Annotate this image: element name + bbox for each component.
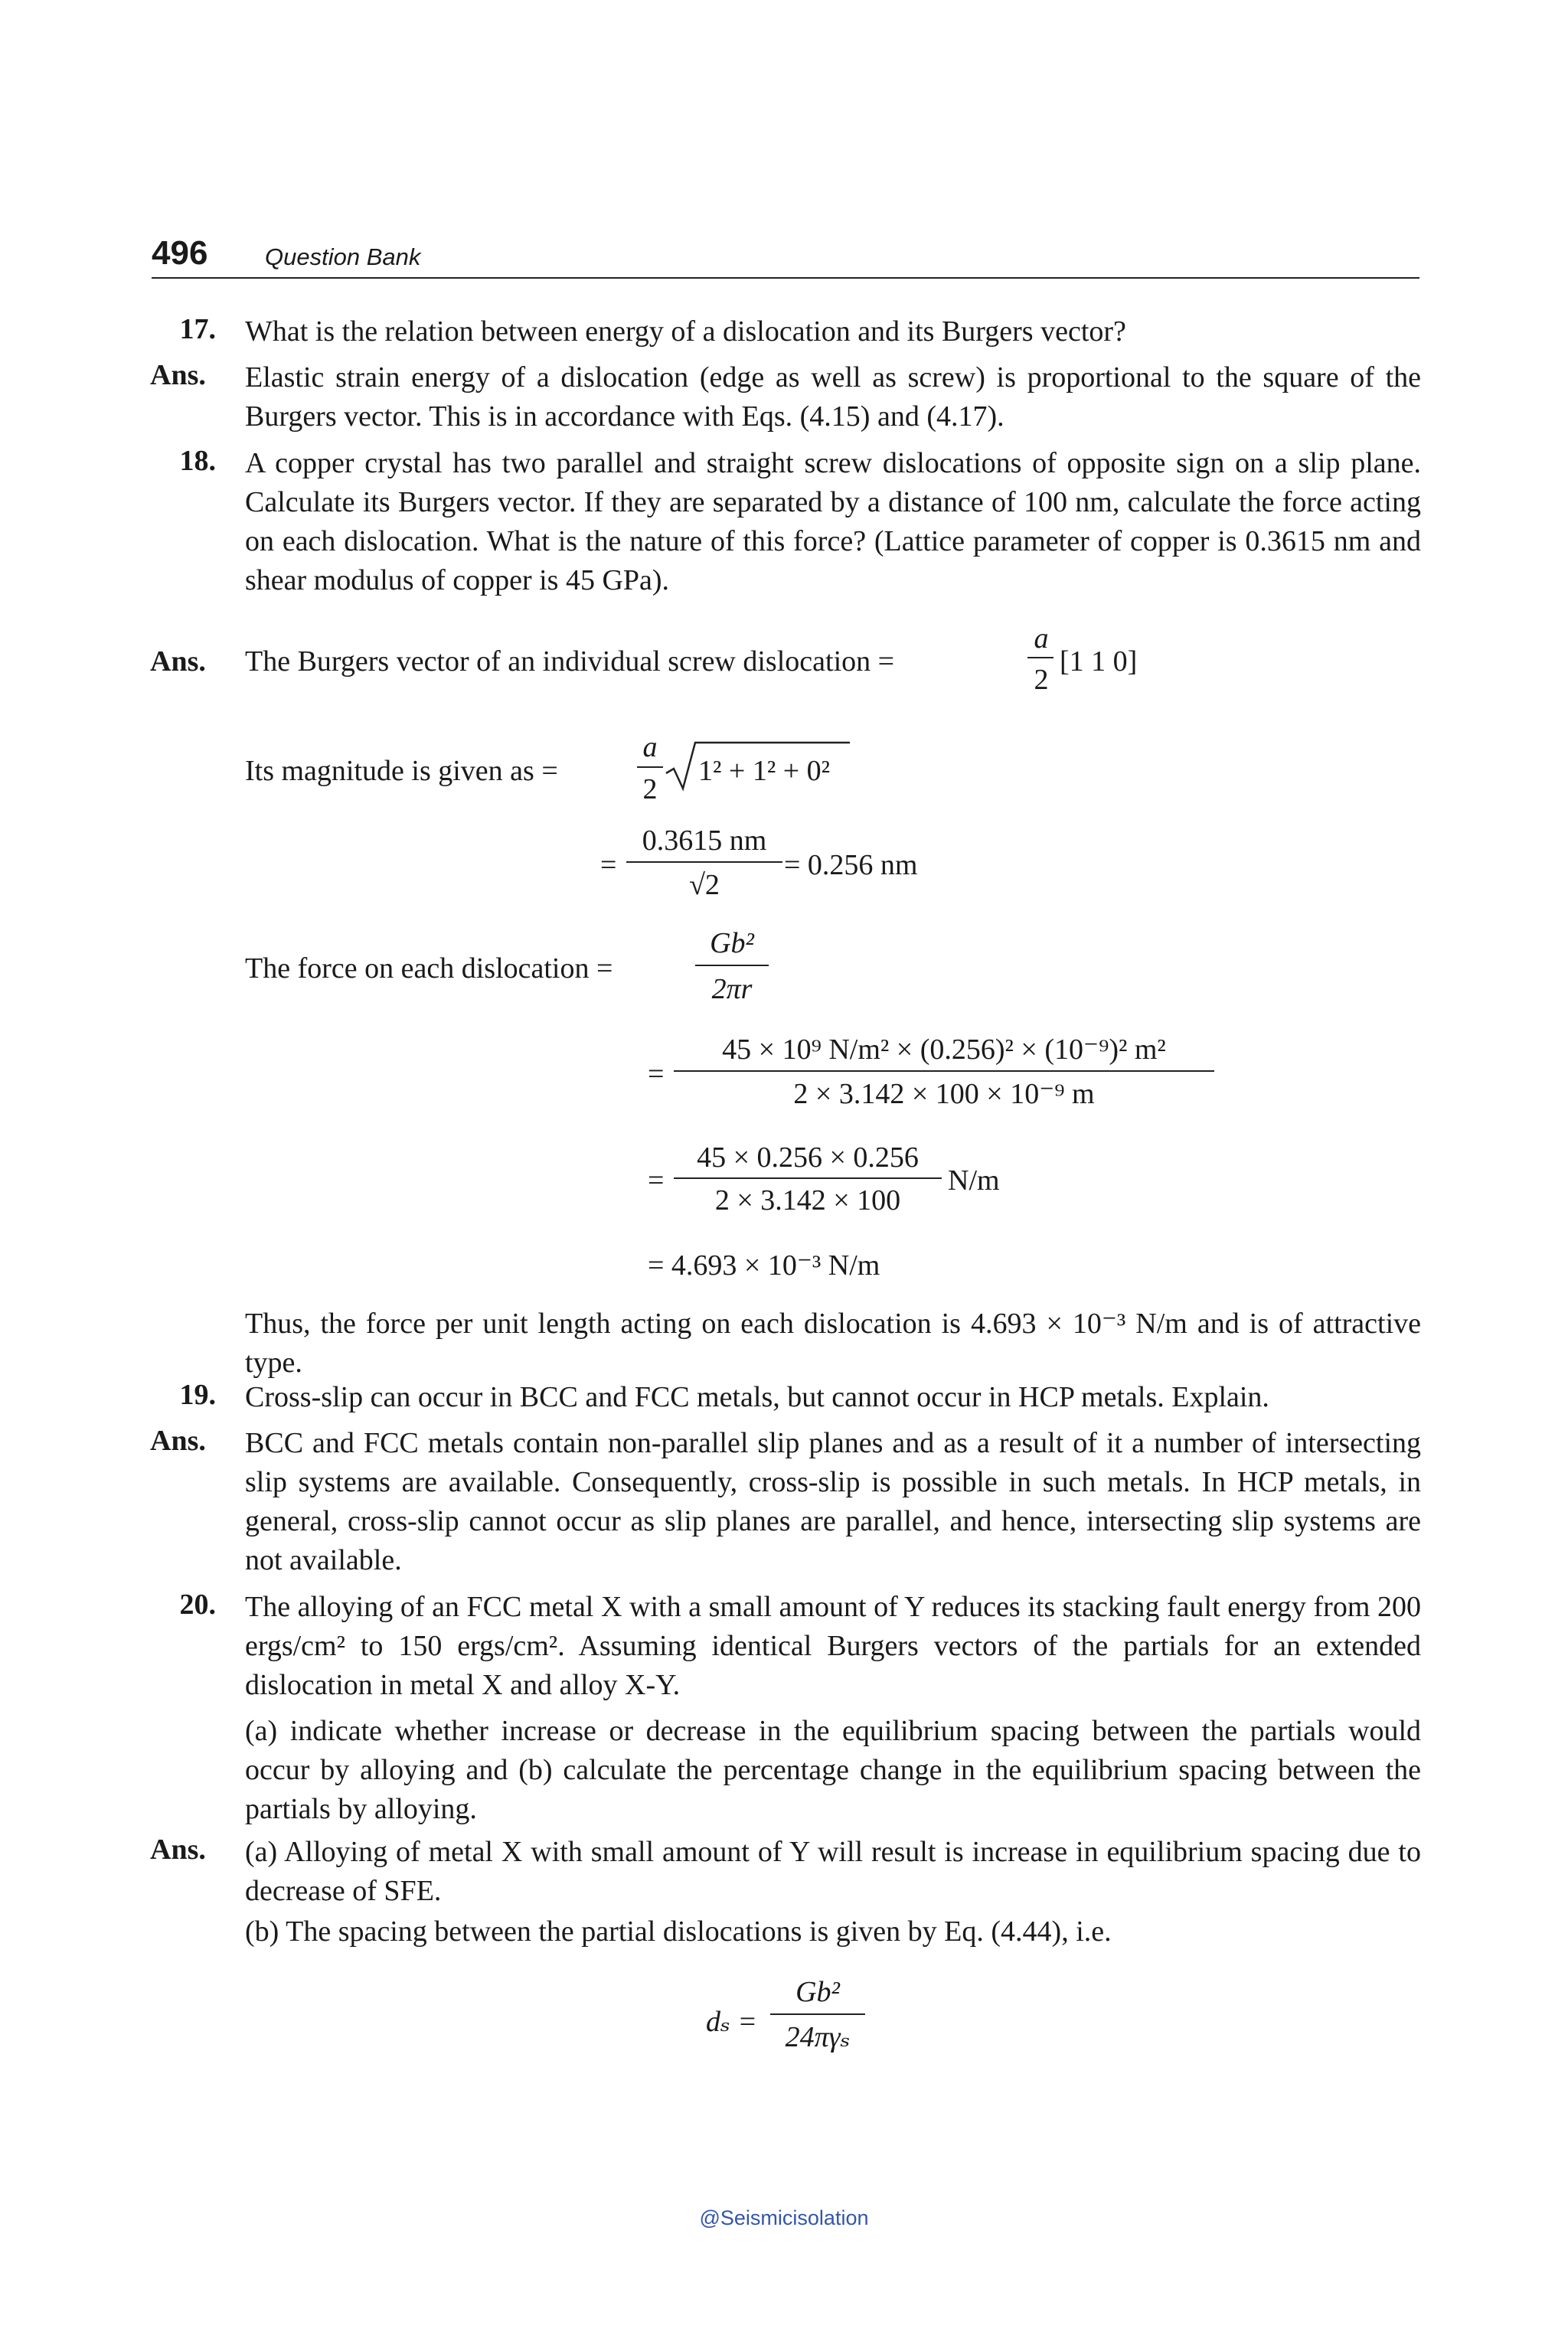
question-17-number: 17. [179, 313, 216, 345]
eq5-fraction-bar [674, 1070, 1214, 1072]
answer-18-conclusion: Thus, the force per unit length acting on each dislocation is 4.693 × 10⁻³ N/m and is of attractive type. [245, 1308, 1421, 1379]
eq1-denominator: 2 [1034, 664, 1049, 696]
eq-final-denominator: 24πγₛ [785, 2021, 851, 2053]
eq3-result: = 0.256 nm [784, 849, 918, 881]
eq4-text: The force on each dislocation = [245, 952, 613, 985]
eq-final-fraction-bar [770, 2013, 865, 2015]
page-number: 496 [152, 234, 208, 272]
eq7-result: = 4.693 × 10⁻³ N/m [648, 1249, 880, 1282]
eq6-denominator: 2 × 3.142 × 100 [714, 1184, 901, 1216]
answer-17-text: Elastic strain energy of a dislocation (edge as well as screw) is proportional to the square of the Burgers vector. This is in accordance with Eqs. (4.15) and (4.17). [245, 361, 1421, 433]
eq4-denominator: 2πr [711, 973, 753, 1005]
eq-final-lhs: dₛ = [706, 2006, 757, 2038]
eq1-text: The Burgers vector of an individual screw dislocation = [245, 645, 895, 678]
eq5-denominator: 2 × 3.142 × 100 × 10⁻⁹ m [793, 1078, 1095, 1110]
eq2-numerator: a [642, 731, 658, 763]
eq2-denominator: 2 [642, 773, 658, 805]
question-20-number: 20. [179, 1589, 216, 1621]
answer-19-text: BCC and FCC metals contain non-parallel slip planes and as a result of it a number of intersecting slip systems are available. Consequently, cross-slip is possible in such metals. In HCP metals, in general, cross-slip cannot occur as slip planes are parallel, and hence, intersecting slip systems are not available. [245, 1427, 1421, 1576]
eq6-fraction-bar [674, 1177, 942, 1179]
eq2-radicand: 1² + 1² + 0² [698, 755, 831, 787]
footer-watermark: @Seismicisolation [699, 2206, 869, 2229]
eq1-fraction-bar [1027, 657, 1054, 658]
answer-18-label: Ans. [150, 645, 206, 678]
eq1-numerator: a [1034, 622, 1049, 655]
eq4-fraction-bar [695, 965, 769, 966]
question-19-text: Cross-slip can occur in BCC and FCC metals, but cannot occur in HCP metals. Explain. [245, 1381, 1269, 1413]
eq4-numerator: Gb² [710, 927, 754, 959]
eq6-equals: = [648, 1164, 665, 1197]
eq3-equals: = [600, 849, 617, 881]
answer-17-label: Ans. [150, 359, 206, 391]
eq2-fraction-bar [637, 766, 663, 768]
eq1-tail: [1 1 0] [1060, 645, 1138, 678]
question-19-number: 19. [179, 1379, 216, 1411]
answer-20-part-b: (b) The spacing between the partial dislocations is given by Eq. (4.44), i.e. [245, 1915, 1112, 1948]
answer-20-label: Ans. [150, 1834, 206, 1866]
eq2-text: Its magnitude is given as = [245, 755, 558, 787]
question-18-text: A copper crystal has two parallel and straight screw dislocations of opposite sign on a slip plane. Calculate its Burgers vector. If they are separated by a distance of 100 nm, calculate the force acting on each dislocation. What is the nature of this force? (Lattice parameter of copper is 0.3615 nm and shear modulus of copper is 45 GPa). [245, 447, 1421, 596]
eq6-numerator: 45 × 0.256 × 0.256 [697, 1141, 919, 1174]
eq6-unit: N/m [948, 1164, 1000, 1197]
answer-20-part-a: (a) Alloying of metal X with small amount of Y will result is increase in equilibrium spacing due to decrease of SFE. [245, 1836, 1421, 1907]
running-head: Question Bank [265, 243, 421, 270]
eq-final-numerator: Gb² [795, 1976, 840, 2008]
eq3-denominator: √2 [689, 869, 720, 901]
answer-19-label: Ans. [150, 1425, 206, 1457]
eq5-numerator: 45 × 10⁹ N/m² × (0.256)² × (10⁻⁹)² m² [722, 1034, 1166, 1066]
eq5-equals: = [648, 1058, 665, 1090]
page-header [152, 231, 1419, 279]
eq3-numerator: 0.3615 nm [642, 825, 767, 857]
question-20-text-part2: (a) indicate whether increase or decrease in the equilibrium spacing between the partials would occur by alloying and (b) calculate the percentage change in the equilibrium spacing between the partials by alloying. [245, 1715, 1421, 1825]
question-18-number: 18. [179, 445, 216, 477]
question-17-text: What is the relation between energy of a dislocation and its Burgers vector? [245, 315, 1126, 348]
eq3-fraction-bar [626, 861, 782, 863]
question-20-text-part1: The alloying of an FCC metal X with a small amount of Y reduces its stacking fault energy from 200 ergs/cm² to 150 ergs/cm². Assuming identical Burgers vectors of the partials for an extended dislocation in metal X and alloy X-Y. [245, 1591, 1421, 1701]
